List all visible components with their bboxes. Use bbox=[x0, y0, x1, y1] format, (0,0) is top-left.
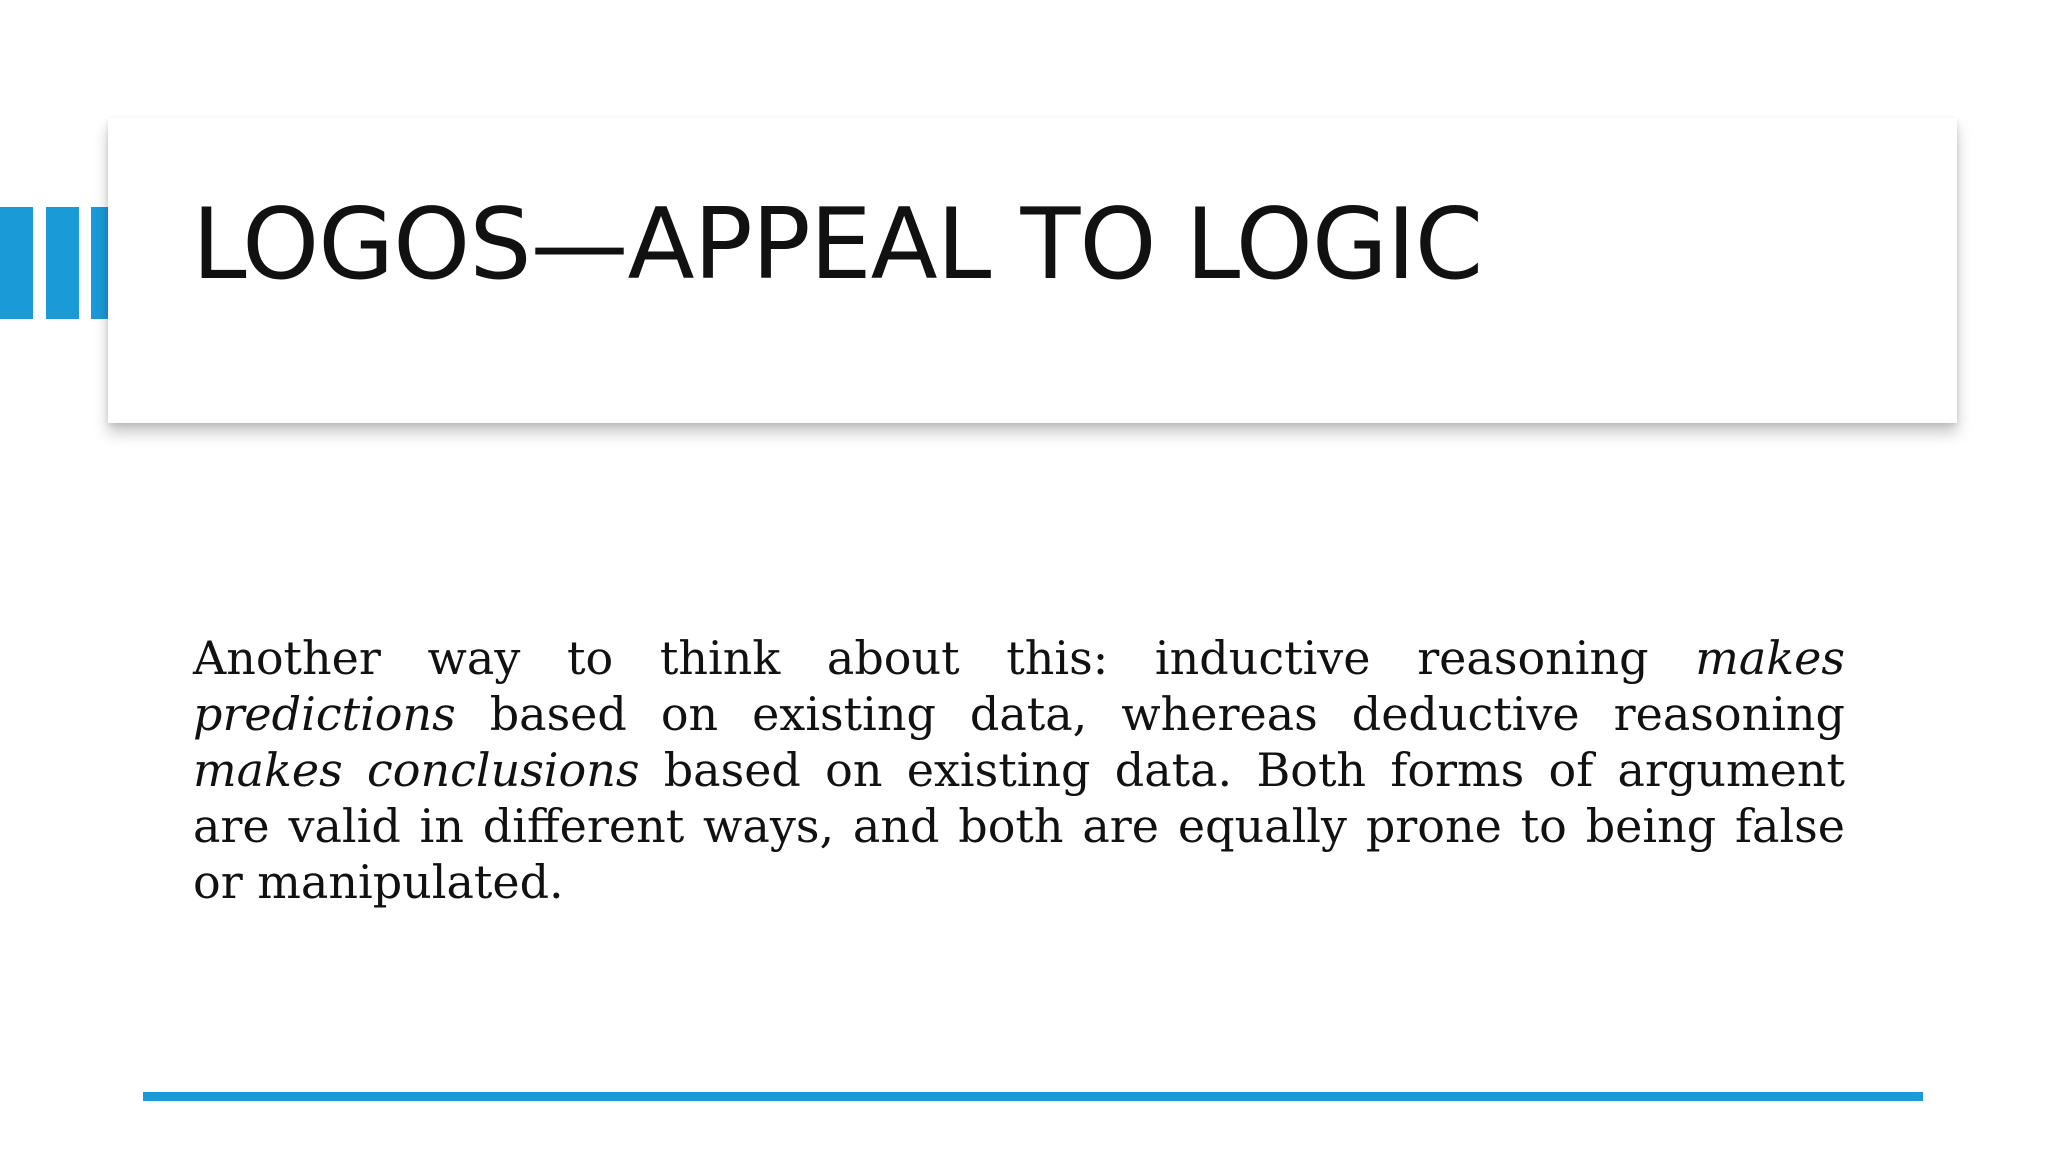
accent-bar-2 bbox=[46, 207, 79, 319]
bottom-divider bbox=[143, 1092, 1923, 1101]
accent-bar-3 bbox=[91, 207, 108, 319]
slide-title: LOGOS—APPEAL TO LOGIC bbox=[192, 188, 1483, 302]
body-paragraph bbox=[193, 630, 1845, 910]
body-text-segment: based on existing data, whereas deductive reasoning bbox=[455, 687, 1845, 741]
body-text-emphasis: makes conclusions bbox=[193, 743, 640, 797]
title-box bbox=[108, 118, 1957, 423]
body-text-segment: Another way to think about this: inductive reasoning bbox=[193, 631, 1696, 685]
body-text-emphasis: makes predictions bbox=[193, 631, 1845, 741]
accent-bar-1 bbox=[0, 207, 33, 319]
title-accent-bars bbox=[0, 207, 108, 319]
body-text-segment: based on existing data. Both forms of argument are valid in different ways, and both are equally prone to being false or manipulated. bbox=[193, 743, 1845, 909]
